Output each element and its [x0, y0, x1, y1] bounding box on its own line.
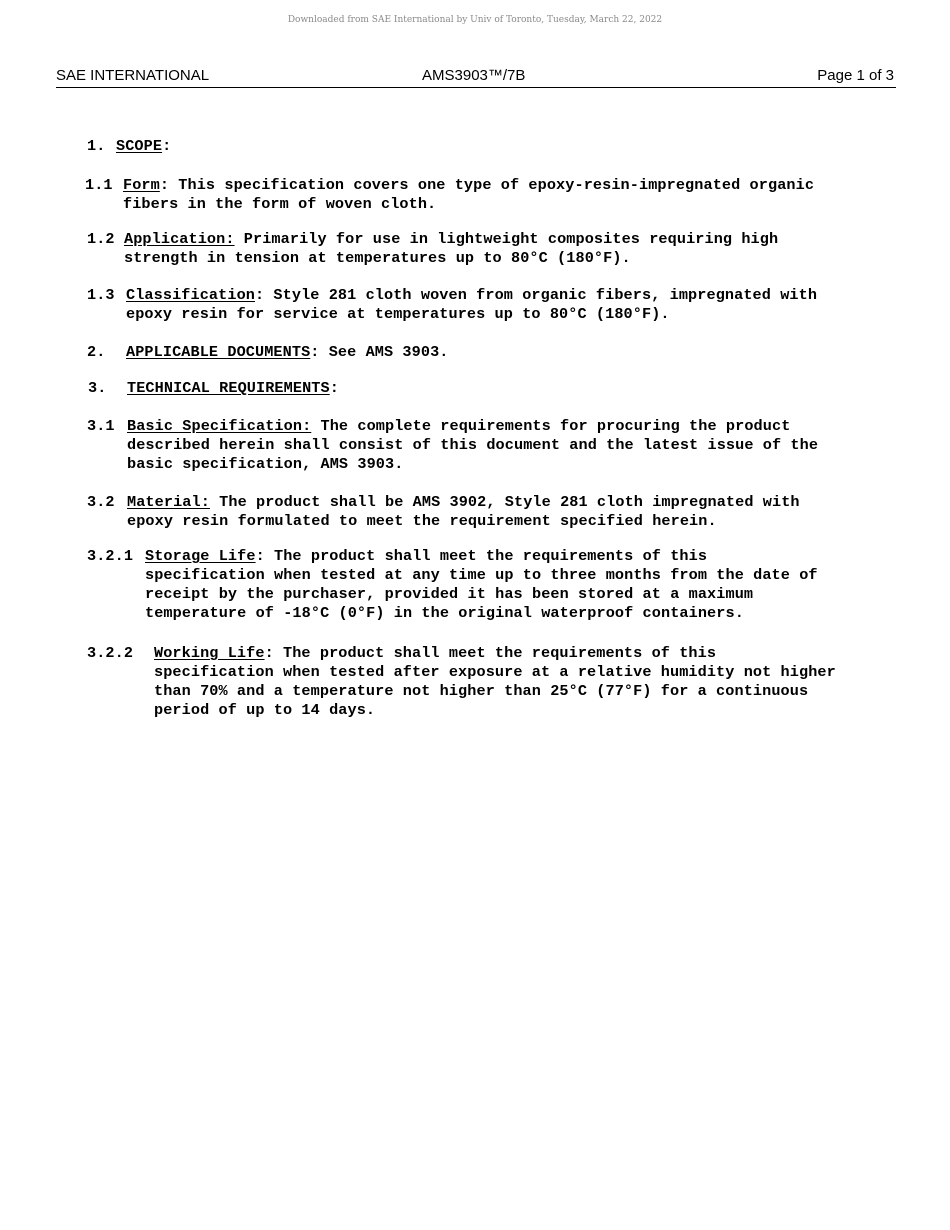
section-heading: SCOPE: [116, 137, 163, 155]
section-text-line: temperature of -18°C (0°F) in the original waterproof containers.: [145, 604, 744, 622]
section-text-line: epoxy resin formulated to meet the requirement specified herein.: [127, 512, 717, 530]
section-text-line: receipt by the purchaser, provided it has been stored at a maximum: [145, 585, 754, 603]
header-document-number: AMS3903™/7B: [422, 67, 526, 84]
section-text-line: described herein shall consist of this document and the latest issue of the: [127, 436, 819, 454]
section-number: 3.1: [87, 417, 115, 435]
section-number: 3.: [88, 379, 107, 397]
section-text-line: specification when tested at any time up to three months from the date of: [145, 566, 818, 584]
section-text-line: fibers in the form of woven cloth.: [123, 195, 437, 213]
section-text-line: period of up to 14 days.: [154, 701, 376, 719]
section-heading-suffix: :: [162, 137, 172, 155]
page-header: [56, 67, 896, 88]
section-heading: Classification: [126, 286, 255, 304]
section-text: The complete requirements for procuring the product: [311, 417, 791, 435]
section-text-line: specification when tested after exposure at a relative humidity not higher: [154, 663, 836, 681]
section-text-line: strength in tension at temperatures up to 80°C (180°F).: [124, 249, 631, 267]
section-text-line: epoxy resin for service at temperatures up to 80°C (180°F).: [126, 305, 670, 323]
section-text: : This specification covers one type of epoxy-resin-impregnated organic: [159, 176, 815, 194]
section-text: : Style 281 cloth woven from organic fibers, impregnated with: [255, 286, 818, 304]
download-watermark: Downloaded from SAE International by Univ of Toronto, Tuesday, March 22, 2022: [287, 15, 663, 25]
section-heading: Application:: [124, 230, 235, 248]
section-heading: APPLICABLE DOCUMENTS: [126, 343, 311, 361]
section-text-line: basic specification, AMS 3903.: [127, 455, 404, 473]
section-heading-suffix: :: [329, 379, 339, 397]
section-number: 2.: [87, 343, 106, 361]
section-heading: Material:: [127, 493, 210, 511]
section-heading: Basic Specification:: [127, 417, 312, 435]
section-number: 1.1: [85, 176, 113, 194]
section-number: 1.: [87, 137, 106, 155]
section-number: 1.2: [87, 230, 115, 248]
section-number: 3.2.2: [87, 644, 134, 662]
section-text: The product shall be AMS 3902, Style 281 cloth impregnated with: [209, 493, 800, 511]
section-number: 3.2.1: [87, 547, 134, 565]
section-text: : The product shall meet the requirements of this: [264, 644, 717, 662]
section-text: : The product shall meet the requirements of this: [255, 547, 708, 565]
header-publisher: SAE INTERNATIONAL: [56, 67, 210, 84]
section-heading: Storage Life: [145, 547, 256, 565]
section-heading: TECHNICAL REQUIREMENTS: [127, 379, 330, 397]
section-heading: Form: [123, 176, 160, 194]
section-number: 1.3: [87, 286, 115, 304]
section-text: : See AMS 3903.: [310, 343, 449, 361]
section-heading: Working Life: [154, 644, 265, 662]
section-number: 3.2: [87, 493, 115, 511]
section-text: Primarily for use in lightweight composites requiring high: [234, 230, 779, 248]
header-page-number: Page 1 of 3: [817, 67, 894, 84]
section-text-line: than 70% and a temperature not higher than 25°C (77°F) for a continuous: [154, 682, 809, 700]
